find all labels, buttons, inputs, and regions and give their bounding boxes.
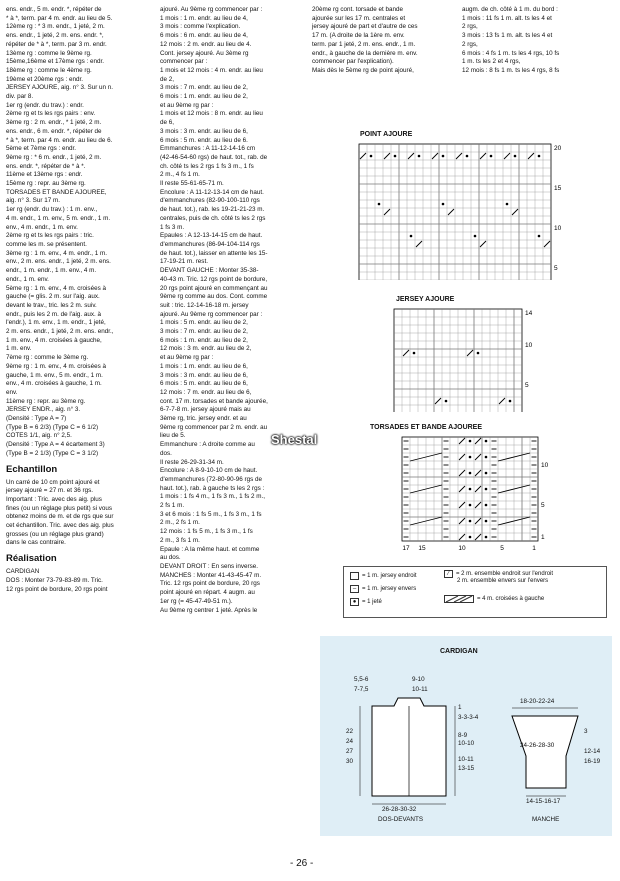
text-line: env., 4 m. croisées à gauche, 1 m.	[6, 380, 102, 388]
yarn-over-mark	[490, 155, 493, 158]
text-line: ajourée sur les 17 m. centrales et	[312, 14, 406, 22]
text-line: 3ème rg : 2 m. endr., * 1 jeté, 2 m.	[6, 119, 102, 127]
text-line: de haut. tot.), rab. les 19-21-21-23 m.	[160, 206, 265, 214]
text-line: 3ème rg : 1 m. env., 4 m. endr., 1 m.	[6, 249, 108, 257]
chart-point-ajoure-title: POINT AJOURE	[360, 131, 413, 138]
y-tick-label: 14	[525, 310, 533, 317]
text-line: (Densité : Type A = 4 écartement 3)	[6, 441, 105, 449]
text-line: 17-19-21 m. rest.	[160, 258, 208, 266]
yarn-over-mark	[394, 155, 397, 158]
text-line: Encolure : A 11-12-13-14 cm de haut.	[160, 188, 264, 196]
text-line: gauche, 1 m. env., 5 m. endr., 1 m.	[6, 371, 103, 379]
yarn-over-mark	[370, 155, 373, 158]
text-line: 12 mois : 2 m. endr. au lieu de 4.	[160, 40, 252, 48]
text-line: Il reste 55-61-65-71 m.	[160, 180, 224, 188]
text-line: d'emmanchures (82-90-100-110 rgs	[160, 197, 260, 205]
x-tick-label: 1	[532, 545, 536, 552]
text-line: ens. endr. *, répéter de * à *.	[6, 162, 86, 170]
text-line: 9ème rg comme au dos. Cont. comme	[160, 293, 268, 301]
text-line: 1 m. ts les 2 et 4 rgs,	[462, 58, 521, 66]
cable-symbol-icon	[444, 595, 474, 603]
section-heading: Echantillon	[6, 463, 58, 475]
text-line: 6-7-7-8 m. jersey ajouré mais au	[160, 406, 251, 414]
text-line: 2 m., 4 fs 1 m.	[160, 171, 200, 179]
text-line: TORSADES ET BANDE AJOUREE,	[6, 188, 107, 196]
text-line: 12 mois : 3 m. endr. au lieu de 2,	[160, 345, 252, 353]
yarn-over-mark	[506, 203, 509, 206]
text-line: 6 mois : 1 m. endr. au lieu de 2,	[160, 336, 248, 344]
text-line: d'emmanchures (86-94-104-114 rgs	[160, 240, 260, 248]
text-line: cet échantillon. Tric. avec des aig. plus	[6, 522, 114, 530]
watermark: Shestal	[271, 432, 318, 447]
text-line: 6 mois : 6 m. endr. au lieu de 4,	[160, 32, 248, 40]
text-line: point ajouré en répart. 4 augm. au	[160, 589, 255, 597]
yarn-over-mark	[469, 536, 472, 539]
text-line: (Type B = 2 1/3) (Type C = 3 1/2)	[6, 449, 99, 457]
text-line: 5ème rg : 1 m. env., 4 m. croisées à	[6, 284, 106, 292]
yarn-over-mark	[538, 235, 541, 238]
text-line: env., 2 m. ens. endr., 1 jeté, 2 m. ens.	[6, 258, 111, 266]
text-line: Il reste 26-29-31-34 m.	[160, 458, 224, 466]
text-line: haut. tot.), rab. à gauche ts les 2 rgs :	[160, 484, 265, 492]
text-line: 1 mois et 12 mois : 4 m. endr. au lieu	[160, 66, 263, 74]
text-line: l'endr.), 1 m. env., 1 m. endr., 1 jeté,	[6, 319, 106, 327]
text-line: centrales, puis de ch. côté ts les 2 rgs	[160, 214, 266, 222]
text-line: jersey ajouré = 27 m. et 36 rgs.	[6, 487, 93, 495]
text-line: 2 m. ens. endr., 1 jeté, 2 m. ens. endr.,	[6, 328, 114, 336]
text-line: 3ème rg, tric. jersey endr. et au	[160, 415, 247, 423]
text-line: grosses (ou un réglage plus grand)	[6, 530, 104, 538]
yarn-over-mark	[485, 440, 488, 443]
text-line: répéter de * à *, term. par 3 m. endr.	[6, 40, 107, 48]
yarn-over-mark	[466, 155, 469, 158]
text-line: 1er rg (endr. du trav.) : endr.	[6, 101, 84, 109]
text-line: 3 mois : 3 m. endr. au lieu de 6,	[160, 127, 248, 135]
yarn-over-mark	[469, 456, 472, 459]
yarn-over-mark	[485, 504, 488, 507]
y-tick-label: 10	[554, 225, 562, 232]
text-line: 7ème rg : comme le 3ème rg.	[6, 354, 89, 362]
yarn-over-mark	[469, 488, 472, 491]
text-line: augm. de ch. côté à 1 m. du bord :	[462, 6, 558, 13]
text-line: env.	[6, 388, 18, 396]
x-tick-label: 17	[402, 545, 410, 552]
text-line: 15ème,16ème et 17ème rgs : endr.	[6, 58, 105, 66]
text-line: (Type B = 6 2/3) (Type C = 6 1/2)	[6, 423, 99, 431]
text-line: Epaule : A la même haut. et comme	[160, 545, 260, 553]
text-line: JERSEY AJOURE, aig. n° 3. Sur un n.	[6, 84, 114, 92]
text-line: MANCHES : Monter 41-43-45-47 m.	[160, 571, 262, 579]
yarn-over-mark	[509, 400, 512, 403]
text-line: jersey ajouré de part et d'autre de ces	[312, 23, 418, 31]
text-line: DEVANT GAUCHE : Monter 35-38-	[160, 267, 259, 275]
text-line: env., 4 m. endr., 1 m. env.	[6, 223, 78, 231]
y-tick-label: 20	[554, 145, 562, 152]
text-line: Important : Tric. avec des aig. plus	[6, 495, 102, 503]
text-line: 5ème et 7ème rgs : endr.	[6, 145, 77, 153]
text-line: 6 mois : 1 m. endr. au lieu de 2,	[160, 93, 248, 101]
text-line: DOS : Monter 73-79-83-89 m. Tric.	[6, 576, 103, 584]
text-line: 6 mois : 5 m. endr. au lieu de 6,	[160, 380, 248, 388]
column-2	[160, 6, 308, 615]
chart-point-ajoure	[355, 140, 565, 280]
text-line: 3 mois : 7 m. endr. au lieu de 2,	[160, 328, 248, 336]
text-line: suit : tric. 12-14-16-18 m. jersey	[160, 301, 249, 309]
text-line: dos.	[160, 449, 172, 457]
text-line: 1er rg (endr. du trav.) : 1 m. env.,	[6, 206, 98, 214]
text-line: 11ème et 13ème rgs : endr.	[6, 171, 83, 179]
text-line: devant le trav., tric. les 2 m. suiv.	[6, 301, 97, 309]
text-line: ens. endr., 6 m. endr. *, répéter de	[6, 127, 102, 135]
yarn-over-mark	[445, 400, 448, 403]
yarn-over-mark	[485, 520, 488, 523]
x-tick-label: 5	[500, 545, 504, 552]
y-tick-label: 5	[541, 502, 545, 509]
text-line: de 2,	[160, 75, 175, 83]
text-line: 1 fs 3 m.	[160, 223, 185, 231]
text-line: Tric. 12 rgs point de bordure, 20 rgs	[160, 580, 260, 588]
text-line: endr., 1 m. endr., 1 m. env., 4 m.	[6, 267, 97, 275]
text-line: 2 fs 1 m.	[160, 502, 185, 510]
text-line: 2 m., 3 fs 1 m.	[160, 536, 200, 544]
yarn-over-mark	[442, 155, 445, 158]
yarn-over-mark	[485, 488, 488, 491]
text-line: ajouré. Au 9ème rg commencer par :	[160, 6, 263, 13]
yarn-over-mark	[469, 472, 472, 475]
text-line: 15ème rg : repr. au 3ème rg.	[6, 180, 86, 188]
text-line: 12 mois : 7 m. endr. au lieu de 6,	[160, 388, 252, 396]
yarn-over-mark	[514, 155, 517, 158]
yarn-over-mark	[442, 203, 445, 206]
text-line: gauche (= glis. 2 m. sur l'aig. aux.	[6, 293, 100, 301]
text-line: cont. 17 m. torsades et bande ajourée,	[160, 397, 268, 405]
y-tick-label: 5	[554, 265, 558, 272]
text-line: 12 rgs point de bordure, 20 rgs point	[6, 585, 108, 593]
text-line: term. par 1 jeté, 2 m. ens. endr., 1 m.	[312, 40, 416, 48]
yarn-over-mark	[469, 520, 472, 523]
text-line: 1 mois : 5 m. endr. au lieu de 2,	[160, 319, 248, 327]
text-line: * à *, term. par 4 m. endr. au lieu de 6.	[6, 136, 113, 144]
y-tick-label: 5	[525, 382, 529, 389]
text-line: 1 mois : 1 m. endr. au lieu de 4,	[160, 14, 248, 22]
column-4	[462, 6, 614, 76]
text-line: 3 mois : 7 m. endr. au lieu de 2,	[160, 84, 248, 92]
yarn-over-mark	[485, 456, 488, 459]
text-line: CARDIGAN	[6, 568, 40, 576]
x-tick-label: 10	[458, 545, 466, 552]
text-line: 12 mois : 8 fs 1 m. ts les 4 rgs, 8 fs	[462, 66, 560, 74]
yarn-over-mark	[469, 440, 472, 443]
yarn-over-mark	[485, 472, 488, 475]
text-line: 3 mois : comme l'explication.	[160, 23, 241, 31]
text-line: 2 rgs,	[462, 23, 478, 31]
yarn-over-mark	[469, 504, 472, 507]
x-tick-label: 15	[418, 545, 426, 552]
text-line: ch. côté ts les 2 rgs 1 fs 3 m., 1 fs	[160, 162, 254, 170]
text-line: Cont. jersey ajouré. Au 3ème rg	[160, 49, 249, 57]
text-line: Un carré de 10 cm point ajouré et	[6, 478, 100, 486]
yarn-over-mark	[485, 536, 488, 539]
text-line: 2 rgs,	[462, 40, 478, 48]
text-line: 18ème rg : comme le 4ème rg.	[6, 66, 92, 74]
text-line: lieu de 5.	[160, 432, 186, 440]
text-line: JERSEY ENDR., aig. n° 3.	[6, 406, 81, 414]
text-line: ens. endr., 1 jeté, 2 m. ens. endr. *,	[6, 32, 104, 40]
text-line: endr., 1 m. env.	[6, 275, 49, 283]
symbol-legend: = 1 m. jersey endroit – = 1 m. jersey envers ● = 1 jeté ⁄ = 2 m. ensemble endroit sur l'endroit 2 m. ensemble envers sur l'envers = 4 m. croisées à gauche	[343, 566, 607, 618]
text-line: 2ème rg et ts les rgs pairs : tric.	[6, 232, 94, 240]
page-number: - 26 -	[290, 858, 314, 869]
text-line: 1 m. env., 4 m. croisées à gauche,	[6, 336, 102, 344]
text-line: 20 rgs point ajouré en commençant au	[160, 284, 268, 292]
text-line: DEVANT DROIT : En sens inverse.	[160, 563, 258, 570]
text-line: ens. endr., 5 m. endr. *, répéter de	[6, 6, 102, 13]
text-line: commencer par l'explication).	[312, 58, 394, 66]
text-line: Mais dès le 5ème rg de point ajouré,	[312, 66, 414, 74]
text-line: de 6,	[160, 119, 175, 127]
text-line: Epaules : A 12-13-14-15 cm de haut.	[160, 232, 263, 240]
yarn-over-mark	[477, 352, 480, 355]
text-line: 13ème rg : comme le 9ème rg.	[6, 49, 92, 57]
text-line: de haut. tot.), laisser en attente les 15-	[160, 249, 268, 257]
decrease-symbol-icon: ⁄	[444, 570, 453, 578]
y-tick-label: 10	[541, 462, 549, 469]
text-line: 9ème rg commencer par 2 m. endr. au	[160, 423, 268, 431]
yarn-over-mark	[474, 235, 477, 238]
text-line: et au 9ème rg par :	[160, 354, 214, 362]
yarn-over-mark	[538, 155, 541, 158]
text-line: 4 m. endr., 1 m. env., 5 m. endr., 1 m.	[6, 214, 111, 222]
text-line: Emmanchures : A 11-12-14-16 cm	[160, 145, 256, 153]
text-line: 3 mois : 13 fs 1 m. alt. ts les 4 et	[462, 32, 553, 40]
text-line: Encolure : A 8-9-10-10 cm de haut.	[160, 467, 258, 475]
text-line: ajouré. Au 9ème rg commencer par :	[160, 310, 263, 318]
yarn-over-mark	[410, 235, 413, 238]
text-line: au dos.	[160, 554, 181, 562]
text-line: 3 mois : 3 m. endr. au lieu de 6,	[160, 371, 248, 379]
text-line: comme les m. se présentent.	[6, 240, 87, 248]
text-line: Emmanchure : A droite comme au	[160, 441, 255, 449]
purl-symbol-icon: –	[350, 585, 359, 593]
text-line: 1 mois : 11 fs 1 m. alt. ts les 4 et	[462, 14, 552, 22]
text-line: 1 m. env.	[6, 345, 32, 353]
yarn-over-mark	[378, 203, 381, 206]
text-line: 9ème rg : * 6 m. endr., 1 jeté, 2 m.	[6, 153, 102, 161]
y-tick-label: 15	[554, 185, 562, 192]
text-line: 1 mois : 1 fs 4 m., 1 fs 3 m., 1 fs 2 m.,	[160, 493, 265, 501]
text-line: 1er rg (= 45-47-49-51 m.).	[160, 597, 233, 605]
text-line: 11ème rg : repr. au 3ème rg.	[6, 397, 86, 405]
text-line: 12 mois : 1 fs 5 m., 1 fs 3 m., 1 fs	[160, 528, 253, 536]
text-line: aig. n° 3. Sur 17 m.	[6, 197, 60, 205]
text-line: 17 m. (A droite de la 1ère m. env.	[312, 32, 405, 40]
column-1	[6, 6, 156, 594]
text-line: 1 mois : 1 m. endr. au lieu de 6,	[160, 362, 248, 370]
chart-jersey-ajoure	[390, 307, 550, 412]
yarn-over-symbol-icon: ●	[350, 598, 359, 606]
text-line: 2 m., 2 fs 1 m.	[160, 519, 200, 527]
section-heading: Réalisation	[6, 553, 57, 565]
text-line: 6 mois : 5 m. endr. au lieu de 6.	[160, 136, 248, 144]
text-line: 6 mois : 4 fs 1 m. ts les 4 rgs, 10 fs	[462, 49, 560, 57]
y-tick-label: 10	[525, 342, 533, 349]
text-line: div. par 8.	[6, 93, 34, 101]
knit-symbol-icon	[350, 572, 359, 580]
column-3	[312, 6, 457, 76]
text-line: fines (ou un réglage plus petit) si vous	[6, 504, 113, 512]
text-line: 20ème rg cont. torsade et bande	[312, 6, 404, 13]
chart-torsades-title: TORSADES ET BANDE AJOUREE	[370, 424, 483, 431]
text-line: * à *, term. par 4 m. endr. au lieu de 5.	[6, 14, 113, 22]
text-line: d'emmanchures (72-80-90-96 rgs de	[160, 475, 263, 483]
text-line: endr., puis les 2 m. de l'aig. aux. à	[6, 310, 102, 318]
chart-torsades	[388, 433, 578, 553]
text-line: Au 9ème rg centrer 1 jeté. Après le	[160, 606, 258, 614]
text-line: 2ème rg et ts les rgs pairs : env.	[6, 110, 96, 118]
y-tick-label: 1	[541, 534, 545, 541]
yarn-over-mark	[413, 352, 416, 355]
text-line: 1 mois et 12 mois : 8 m. endr. au lieu	[160, 110, 263, 118]
text-line: (42-46-54-60 rgs) de haut. tot., rab. de	[160, 153, 268, 161]
text-line: 40-43 m. Tric. 12 rgs point de bordure,	[160, 275, 268, 283]
cardigan-schematic: CARDIGAN 5,5-6 7-7,5 9-10 10-11 22 24 27 30 1 3-3-3-4 8-9 10-10 10-11 13-15 26-28-30-32 DOS-DEVANTS 18-20-22-24 24-26-28-30 3 12-14 16-19 14-15-16-17 MANCHE	[320, 636, 612, 836]
text-line: 12ème rg : * 3 m. endr., 1 jeté, 2 m.	[6, 23, 105, 31]
text-line: 9ème rg : 1 m. env., 4 m. croisées à	[6, 362, 106, 370]
text-line: (Densité : Type A = 7)	[6, 415, 67, 423]
text-line: dans le cas contraire.	[6, 539, 66, 547]
text-line: COTES 1/1, aig. n° 2,5.	[6, 432, 72, 440]
text-line: 19ème et 20ème rgs : endr.	[6, 75, 84, 83]
text-line: 3 et 6 mois : 1 fs 5 m., 1 fs 3 m., 1 fs	[160, 510, 262, 518]
text-line: endr., à gauche de la dernière m. env.	[312, 49, 418, 57]
text-line: commencer par :	[160, 58, 208, 66]
chart-jersey-ajoure-title: JERSEY AJOURE	[396, 296, 455, 303]
text-line: obtenez moins de m. et de rgs que sur	[6, 513, 114, 521]
text-line: et au 9ème rg par :	[160, 101, 214, 109]
yarn-over-mark	[418, 155, 421, 158]
